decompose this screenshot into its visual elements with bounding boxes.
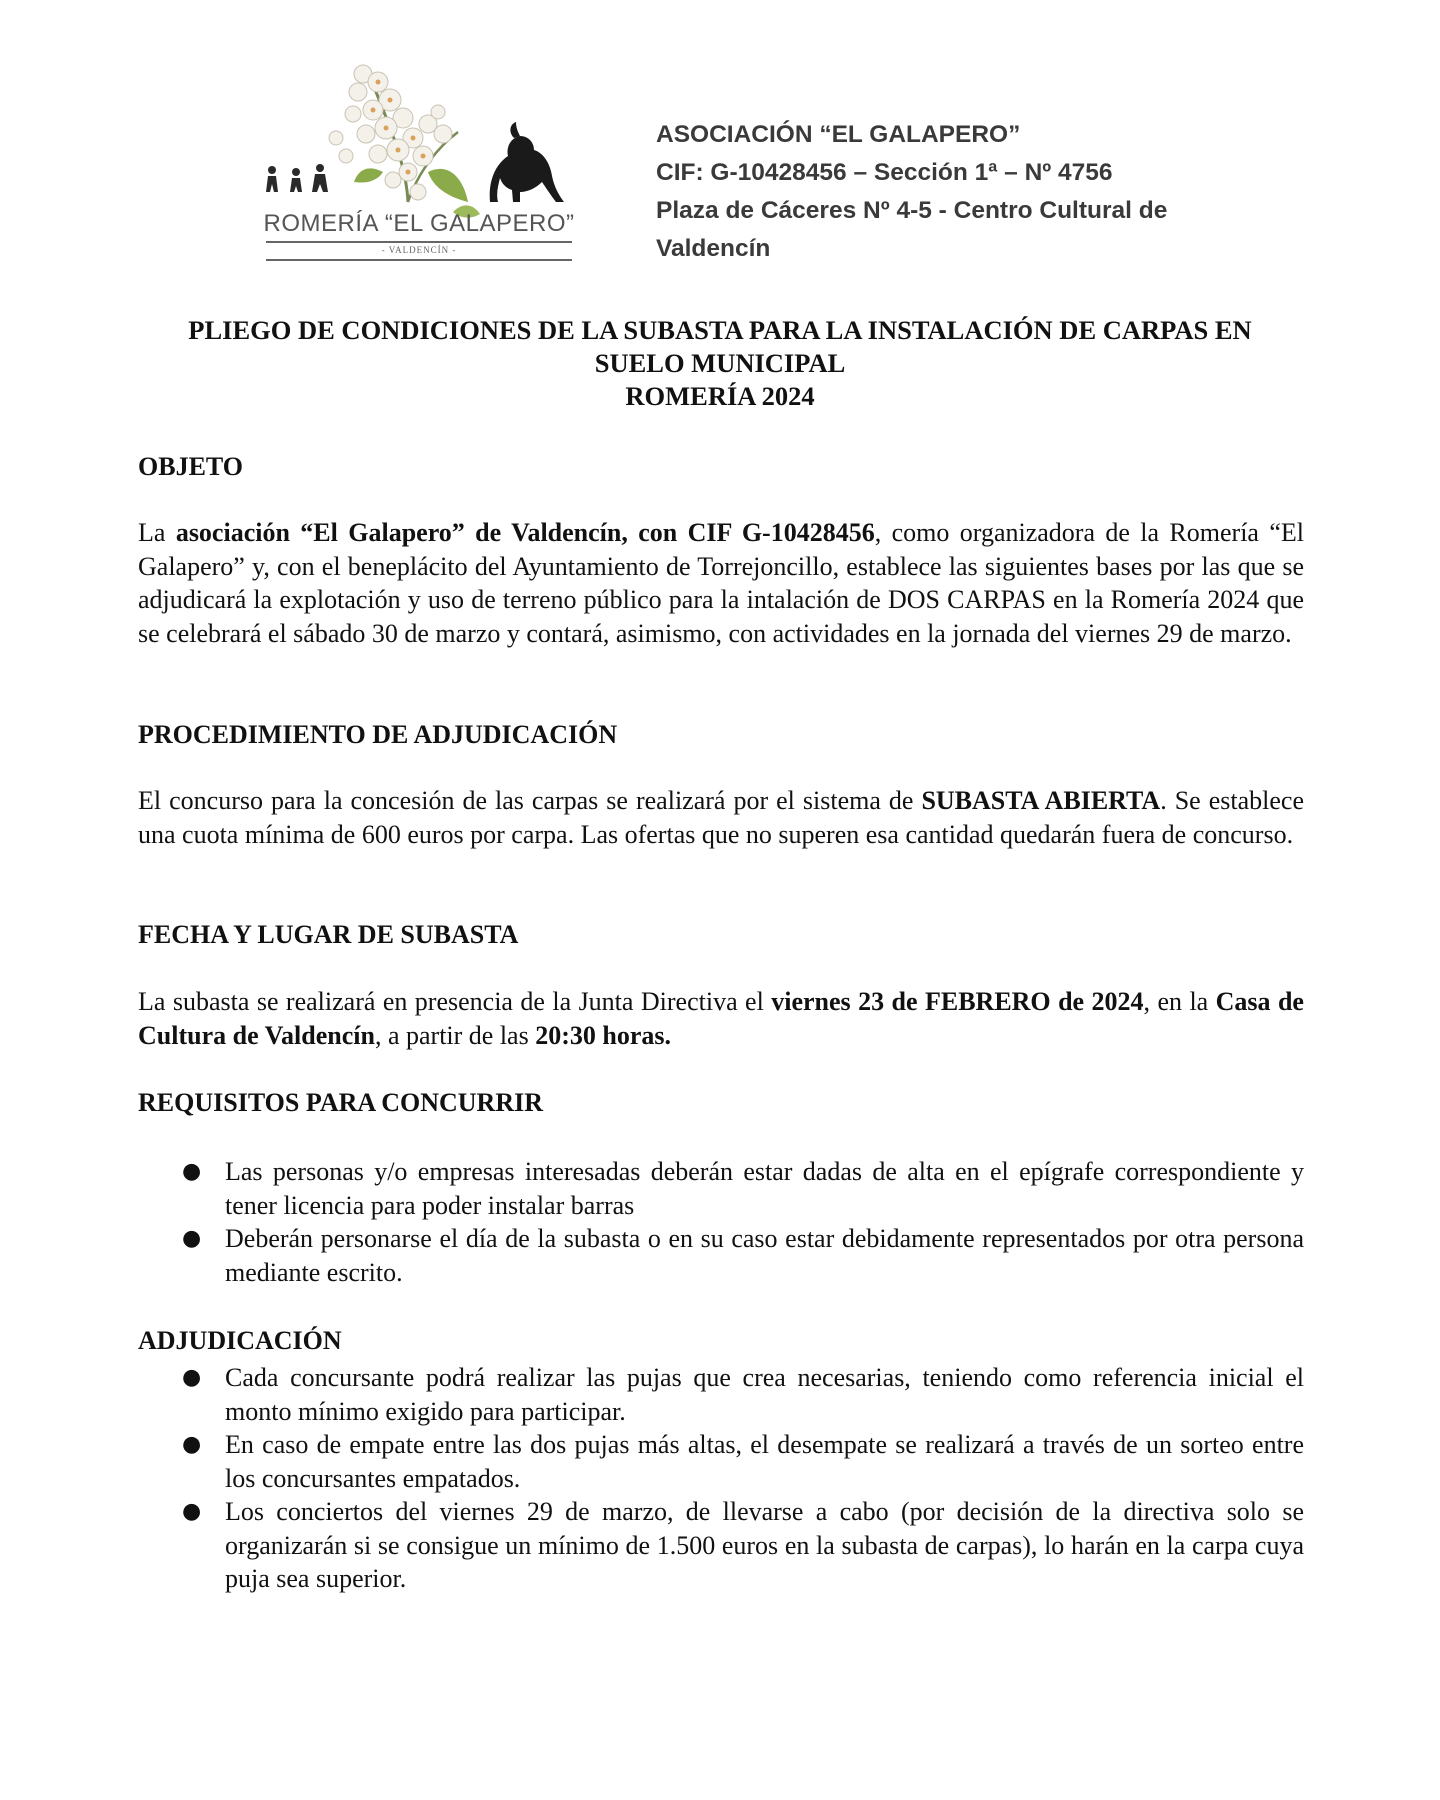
paragraph-procedimiento: El concurso para la concesión de las carpas se realizará por el sistema de SUBASTA ABIERTA. Se establece una cuota mínima de 600 euros por carpa. Las ofertas que no superen esa cantidad quedarán fuera de concurso. [138,786,1305,849]
document-title: PLIEGO DE CONDICIONES DE LA SUBASTA PARA LA INSTALACIÓN DE CARPAS EN SUELO MUNICIPAL ROMERÍA 2024 [188,315,1252,411]
list-adjudicacion [138,1361,1304,1596]
logo-name: ROMERÍA “EL GALAPERO” [263,210,575,237]
list-item: ● En caso de empate entre las dos pujas más altas, el desempate se realizará a través de un sorteo entre los concursantes empatados. [182,1430,1304,1493]
list-item: ● Deberán personarse el día de la subasta o en su caso estar debidamente representados por otra persona mediante escrito. [182,1224,1304,1287]
section-heading-requisitos: REQUISITOS PARA CONCURRIR [138,1088,543,1117]
bullet-icon: ● [182,1226,202,1251]
list-item: ● Cada concursante podrá realizar las pujas que crea necesarias, teniendo como referencia inicial el monto mínimo exigido para participar. [182,1363,1304,1426]
list-item: ● Las personas y/o empresas interesadas deberán estar dadas de alta en el epígrafe correspondiente y tener licencia para poder instalar barras [182,1157,1304,1220]
section-heading-fecha: FECHA Y LUGAR DE SUBASTA [138,920,519,949]
organization-address-town: Valdencín [656,235,771,262]
organization-name: ASOCIACIÓN “EL GALAPERO” [656,121,1021,148]
logo-divider [266,259,572,261]
paragraph-fecha: La subasta se realizará en presencia de la Junta Directiva el viernes 23 de FEBRERO de 2024, en la Casa de Cultura de Valdencín, a partir de las 20:30 horas. [138,987,1304,1050]
section-heading-adjudicacion: ADJUDICACIÓN [138,1326,342,1355]
organization-address: Plaza de Cáceres Nº 4-5 - Centro Cultural de [656,197,1168,224]
romeria-logo [258,52,580,264]
list-requisitos [138,1155,1304,1289]
list-item: ● Los conciertos del viernes 29 de marzo, de llevarse a cabo (por decisión de la directiva solo se organizarán si se consigue un mínimo de 1.500 euros en la subasta de carpas), lo harán en la carpa cuya puja sea superior. [182,1497,1304,1593]
paragraph-objeto: La asociación “El Galapero” de Valdencín, con CIF G-10428456, como organizadora de la Romería “El Galapero” y, con el beneplácito del Ayuntamiento de Torrejoncillo, establece las siguientes bases por las que se adjudicará la explotación y uso de terreno público para la intalación de DOS CARPAS en la Romería 2024 que se celebrará el sábado 30 de marzo y contará, asimismo, con actividades en la jornada del viernes 29 de marzo. [138,518,1304,648]
bullet-icon: ● [182,1499,202,1524]
section-heading-procedimiento: PROCEDIMIENTO DE ADJUDICACIÓN [138,720,618,749]
bullet-icon: ● [182,1432,202,1457]
logo-divider [266,241,572,243]
organization-cif: CIF: G-10428456 – Sección 1ª – Nº 4756 [656,159,1113,186]
section-heading-objeto: OBJETO [138,452,244,481]
bullet-icon: ● [182,1365,202,1390]
organization-info [656,116,1296,268]
bullet-icon: ● [182,1159,202,1184]
logo-place: - VALDENCÍN - [381,245,457,255]
